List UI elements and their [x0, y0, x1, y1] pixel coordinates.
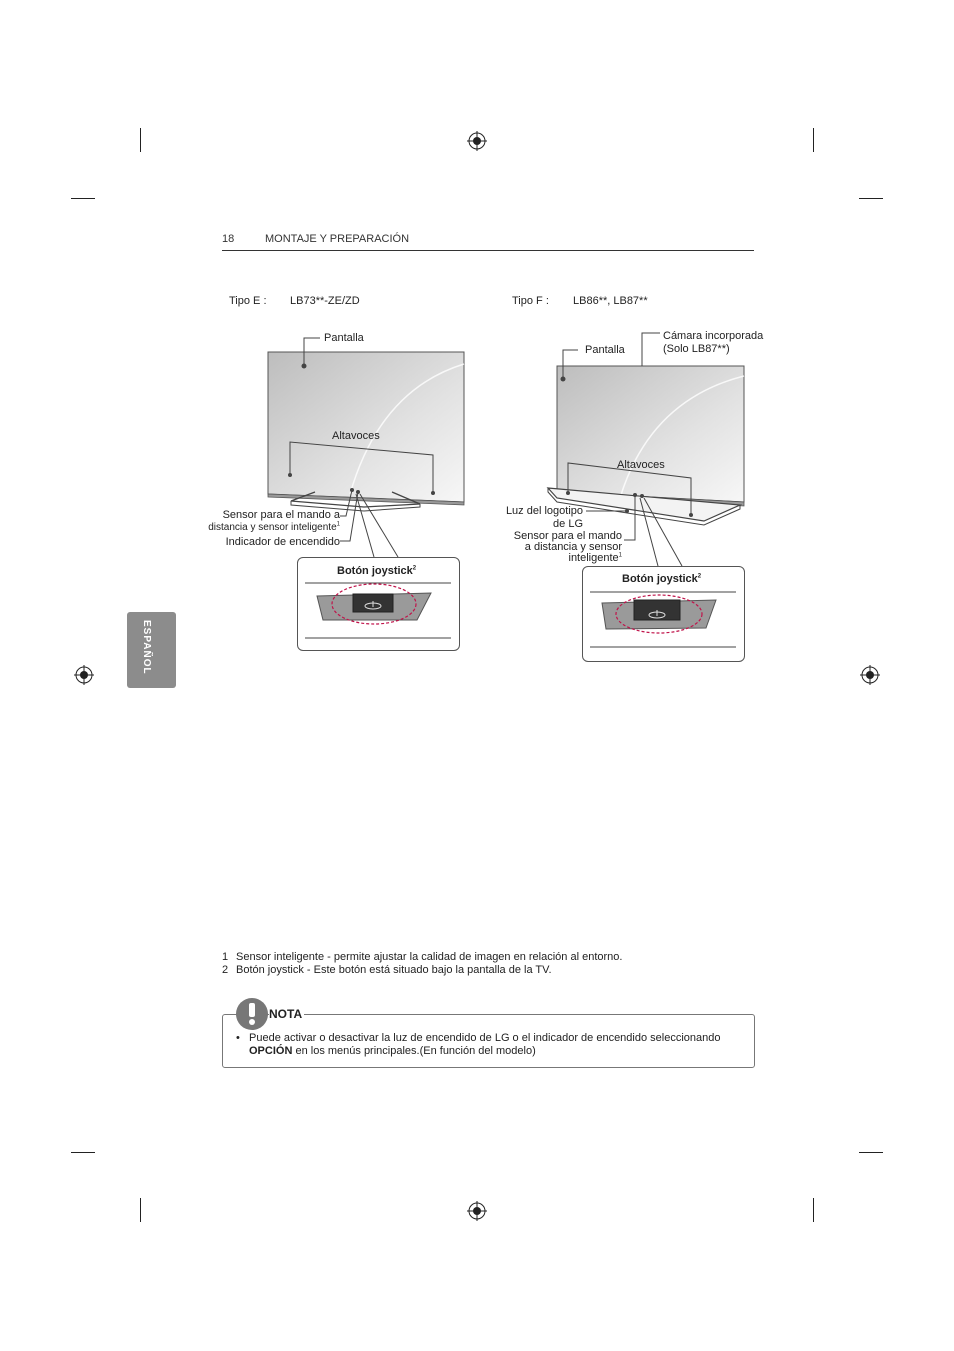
footnote-text: Sensor inteligente - permite ajustar la calidad de imagen en relación al entorno. — [236, 951, 623, 963]
registration-mark-icon — [860, 665, 880, 685]
type-f-speakers-label: Altavoces — [617, 459, 665, 471]
type-e-screen-label: Pantalla — [324, 332, 364, 344]
footnote-ref: 1 — [336, 521, 340, 528]
exclamation-icon — [234, 997, 270, 1031]
note-text-rest: en los menús principales.(En función del modelo) — [292, 1045, 536, 1057]
type-e-sensor-label-line2 — [208, 522, 340, 534]
note-bold-option: OPCIÓN — [249, 1045, 293, 1057]
registration-mark-icon — [74, 665, 94, 685]
crop-mark — [140, 128, 141, 152]
crop-mark — [140, 1198, 141, 1222]
footnote-ref: 2 — [412, 565, 417, 572]
type-f-logo-light-label-line1: Luz del logotipo — [505, 505, 583, 517]
type-f-sensor-label-line2: a distancia y sensor — [524, 541, 622, 553]
crop-mark — [813, 128, 814, 152]
crop-mark — [813, 1198, 814, 1222]
type-f-camera-label-line2: (Solo LB87**) — [663, 343, 730, 355]
crop-mark — [859, 1152, 883, 1153]
type-f-joystick-title — [622, 573, 701, 586]
note-bullet: • — [236, 1032, 240, 1044]
note-text-line2 — [249, 1045, 536, 1058]
type-f-models: LB86**, LB87** — [573, 295, 648, 307]
footnote-ref: 1 — [618, 552, 622, 559]
joystick-title-text: Botón joystick — [622, 573, 698, 585]
registration-mark-icon — [467, 1201, 487, 1221]
section-title: MONTAJE Y PREPARACIÓN — [265, 233, 410, 245]
type-e-sensor-label-line1: Sensor para el mando a — [222, 509, 340, 521]
crop-mark — [71, 198, 95, 199]
type-e-joystick-illustration — [297, 580, 458, 642]
type-f-sensor-label-line1: Sensor para el mando — [513, 530, 622, 542]
type-e-joystick-title — [337, 565, 416, 578]
footnote-ref: 2 — [697, 573, 702, 580]
language-tab — [127, 612, 176, 688]
crop-mark — [71, 1152, 95, 1153]
header-divider — [222, 250, 754, 251]
page-number: 18 — [222, 233, 235, 245]
type-e-sensor-label-text: distancia y sensor inteligente — [208, 522, 337, 533]
footnote-text: Botón joystick - Este botón está situado bajo la pantalla de la TV. — [236, 964, 552, 976]
type-f-logo-light-label-line2: de LG — [553, 518, 583, 530]
footnote-number: 2 — [222, 964, 229, 976]
type-f-camera-label-line1: Cámara incorporada — [663, 330, 764, 342]
type-e-speakers-label: Altavoces — [332, 430, 380, 442]
note-title: NOTA — [269, 1007, 303, 1021]
type-f-sensor-label-text: inteligente — [568, 552, 619, 564]
type-f-screen-label: Pantalla — [585, 344, 625, 356]
type-e-models: LB73**-ZE/ZD — [290, 295, 360, 307]
footnote-number: 1 — [222, 951, 229, 963]
crop-mark — [859, 198, 883, 199]
type-e-power-indicator-label: Indicador de encendido — [225, 536, 340, 548]
joystick-title-text: Botón joystick — [337, 565, 413, 577]
note-text-line1: Puede activar o desactivar la luz de encendido de LG o el indicador de encendido seleccionando — [249, 1032, 721, 1044]
type-f-sensor-label-line3 — [569, 552, 623, 565]
type-f-joystick-illustration — [582, 588, 743, 650]
registration-mark-icon — [467, 131, 487, 151]
type-f-label: Tipo F : — [512, 295, 549, 307]
language-tab-label: ESPAÑOL — [141, 620, 152, 675]
type-e-label: Tipo E : — [229, 295, 267, 307]
